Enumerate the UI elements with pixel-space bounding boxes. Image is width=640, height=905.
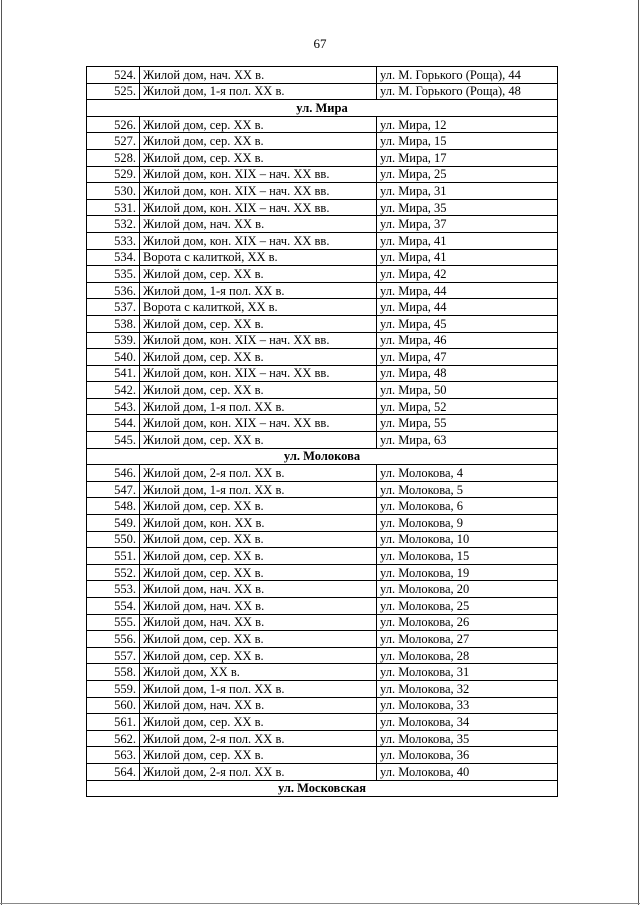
table-row <box>87 614 558 631</box>
object-address: ул. Молокова, 6 <box>377 498 558 515</box>
entry-number: 554. <box>87 598 140 615</box>
object-name: Жилой дом, сер. XX в. <box>140 647 377 664</box>
table-row <box>87 398 558 415</box>
entry-number: 527. <box>87 133 140 150</box>
object-name: Жилой дом, 2-я пол. XX в. <box>140 763 377 780</box>
heritage-registry-table <box>86 66 558 797</box>
object-name: Жилой дом, сер. XX в. <box>140 714 377 731</box>
table-row <box>87 631 558 648</box>
object-name: Ворота с калиткой, XX в. <box>140 299 377 316</box>
entry-number: 526. <box>87 116 140 133</box>
object-address: ул. Молокова, 32 <box>377 680 558 697</box>
object-address: ул. Мира, 44 <box>377 299 558 316</box>
object-name: Жилой дом, нач. XX в. <box>140 697 377 714</box>
table-row <box>87 697 558 714</box>
scan-edge-left <box>1 0 2 905</box>
object-name: Жилой дом, кон. XIX – нач. XX вв. <box>140 332 377 349</box>
entry-number: 561. <box>87 714 140 731</box>
table-row <box>87 714 558 731</box>
object-address: ул. Мира, 15 <box>377 133 558 150</box>
entry-number: 536. <box>87 282 140 299</box>
entry-number: 564. <box>87 763 140 780</box>
page-number: 67 <box>313 36 327 51</box>
street-title: ул. Московская <box>87 780 558 797</box>
object-name: Жилой дом, сер. XX в. <box>140 564 377 581</box>
table-row <box>87 498 558 515</box>
object-address: ул. Мира, 42 <box>377 266 558 283</box>
object-name: Жилой дом, 1-я пол. XX в. <box>140 481 377 498</box>
entry-number: 543. <box>87 398 140 415</box>
table-row <box>87 249 558 266</box>
object-name: Жилой дом, нач. XX в. <box>140 216 377 233</box>
object-name: Жилой дом, 1-я пол. XX в. <box>140 398 377 415</box>
entry-number: 525. <box>87 83 140 100</box>
entry-number: 549. <box>87 515 140 532</box>
object-name: Жилой дом, XX в. <box>140 664 377 681</box>
object-name: Жилой дом, сер. XX в. <box>140 116 377 133</box>
entry-number: 558. <box>87 664 140 681</box>
table-row <box>87 465 558 482</box>
table-row <box>87 332 558 349</box>
entry-number: 528. <box>87 149 140 166</box>
object-address: ул. Молокова, 19 <box>377 564 558 581</box>
table-row <box>87 199 558 216</box>
entry-number: 559. <box>87 680 140 697</box>
object-name: Жилой дом, сер. XX в. <box>140 432 377 449</box>
object-name: Жилой дом, 2-я пол. XX в. <box>140 465 377 482</box>
object-name: Жилой дом, сер. XX в. <box>140 133 377 150</box>
object-name: Ворота с калиткой, XX в. <box>140 249 377 266</box>
object-address: ул. Мира, 46 <box>377 332 558 349</box>
object-name: Жилой дом, кон. XIX – нач. XX вв. <box>140 232 377 249</box>
object-name: Жилой дом, нач. XX в. <box>140 614 377 631</box>
table-row <box>87 548 558 565</box>
entry-number: 532. <box>87 216 140 233</box>
table-row <box>87 581 558 598</box>
object-address: ул. Мира, 48 <box>377 365 558 382</box>
table-row <box>87 349 558 366</box>
table-row <box>87 282 558 299</box>
object-address: ул. Мира, 50 <box>377 382 558 399</box>
entry-number: 524. <box>87 67 140 84</box>
table-row <box>87 166 558 183</box>
object-address: ул. Мира, 37 <box>377 216 558 233</box>
table-row <box>87 365 558 382</box>
object-address: ул. Мира, 12 <box>377 116 558 133</box>
table-row <box>87 133 558 150</box>
object-address: ул. Мира, 41 <box>377 232 558 249</box>
object-address: ул. Мира, 25 <box>377 166 558 183</box>
street-header-row <box>87 448 558 465</box>
object-name: Жилой дом, сер. XX в. <box>140 349 377 366</box>
table-row <box>87 149 558 166</box>
entry-number: 556. <box>87 631 140 648</box>
object-address: ул. Молокова, 9 <box>377 515 558 532</box>
entry-number: 538. <box>87 315 140 332</box>
object-name: Жилой дом, сер. XX в. <box>140 531 377 548</box>
object-name: Жилой дом, нач. XX в. <box>140 598 377 615</box>
object-address: ул. Мира, 44 <box>377 282 558 299</box>
object-address: ул. Мира, 63 <box>377 432 558 449</box>
object-name: Жилой дом, сер. XX в. <box>140 631 377 648</box>
object-name: Жилой дом, кон. XIX – нач. XX вв. <box>140 199 377 216</box>
table-row <box>87 664 558 681</box>
table-row <box>87 730 558 747</box>
table-row <box>87 116 558 133</box>
object-address: ул. Молокова, 31 <box>377 664 558 681</box>
object-address: ул. Молокова, 35 <box>377 730 558 747</box>
table-row <box>87 680 558 697</box>
object-address: ул. Молокова, 27 <box>377 631 558 648</box>
object-name: Жилой дом, кон. XIX – нач. XX вв. <box>140 415 377 432</box>
table-row <box>87 763 558 780</box>
street-header-row <box>87 780 558 797</box>
object-name: Жилой дом, сер. XX в. <box>140 149 377 166</box>
object-address: ул. Молокова, 20 <box>377 581 558 598</box>
entry-number: 557. <box>87 647 140 664</box>
scan-edge-right <box>638 0 639 905</box>
entry-number: 534. <box>87 249 140 266</box>
object-address: ул. Молокова, 28 <box>377 647 558 664</box>
object-name: Жилой дом, 1-я пол. XX в. <box>140 680 377 697</box>
object-address: ул. Молокова, 4 <box>377 465 558 482</box>
table-row <box>87 515 558 532</box>
object-address: ул. Мира, 52 <box>377 398 558 415</box>
entry-number: 560. <box>87 697 140 714</box>
object-address: ул. Молокова, 36 <box>377 747 558 764</box>
table-row <box>87 415 558 432</box>
entry-number: 552. <box>87 564 140 581</box>
object-address: ул. Мира, 35 <box>377 199 558 216</box>
street-title: ул. Мира <box>87 100 558 117</box>
object-name: Жилой дом, 1-я пол. XX в. <box>140 282 377 299</box>
scan-edge-bottom <box>0 903 640 904</box>
object-name: Жилой дом, сер. XX в. <box>140 498 377 515</box>
entry-number: 563. <box>87 747 140 764</box>
entry-number: 548. <box>87 498 140 515</box>
table-row <box>87 266 558 283</box>
object-address: ул. Молокова, 15 <box>377 548 558 565</box>
object-address: ул. Мира, 47 <box>377 349 558 366</box>
entry-number: 555. <box>87 614 140 631</box>
street-header-row <box>87 100 558 117</box>
object-address: ул. Молокова, 25 <box>377 598 558 615</box>
table-row <box>87 216 558 233</box>
entry-number: 551. <box>87 548 140 565</box>
table-row <box>87 531 558 548</box>
entry-number: 529. <box>87 166 140 183</box>
object-address: ул. Мира, 45 <box>377 315 558 332</box>
entry-number: 542. <box>87 382 140 399</box>
object-address: ул. Молокова, 5 <box>377 481 558 498</box>
object-name: Жилой дом, 2-я пол. XX в. <box>140 730 377 747</box>
object-address: ул. Мира, 41 <box>377 249 558 266</box>
object-address: ул. Молокова, 33 <box>377 697 558 714</box>
object-address: ул. Мира, 55 <box>377 415 558 432</box>
object-name: Жилой дом, нач. XX в. <box>140 581 377 598</box>
entry-number: 553. <box>87 581 140 598</box>
table-row <box>87 564 558 581</box>
object-name: Жилой дом, кон. XX в. <box>140 515 377 532</box>
object-name: Жилой дом, сер. XX в. <box>140 548 377 565</box>
object-address: ул. Молокова, 40 <box>377 763 558 780</box>
object-name: Жилой дом, сер. XX в. <box>140 266 377 283</box>
table-row <box>87 183 558 200</box>
entry-number: 546. <box>87 465 140 482</box>
table-row <box>87 83 558 100</box>
entry-number: 535. <box>87 266 140 283</box>
entry-number: 562. <box>87 730 140 747</box>
object-name: Жилой дом, кон. XIX – нач. XX вв. <box>140 365 377 382</box>
entry-number: 544. <box>87 415 140 432</box>
entry-number: 550. <box>87 531 140 548</box>
object-address: ул. М. Горького (Роща), 44 <box>377 67 558 84</box>
object-address: ул. М. Горького (Роща), 48 <box>377 83 558 100</box>
table-row <box>87 232 558 249</box>
object-address: ул. Мира, 17 <box>377 149 558 166</box>
object-address: ул. Мира, 31 <box>377 183 558 200</box>
table-row <box>87 647 558 664</box>
table-row <box>87 315 558 332</box>
entry-number: 530. <box>87 183 140 200</box>
object-address: ул. Молокова, 10 <box>377 531 558 548</box>
object-name: Жилой дом, нач. XX в. <box>140 67 377 84</box>
table-row <box>87 67 558 84</box>
table-row <box>87 481 558 498</box>
table-row <box>87 382 558 399</box>
object-name: Жилой дом, сер. XX в. <box>140 747 377 764</box>
registry-body <box>87 67 558 797</box>
object-address: ул. Молокова, 34 <box>377 714 558 731</box>
entry-number: 537. <box>87 299 140 316</box>
entry-number: 539. <box>87 332 140 349</box>
entry-number: 540. <box>87 349 140 366</box>
object-name: Жилой дом, сер. XX в. <box>140 315 377 332</box>
object-name: Жилой дом, 1-я пол. XX в. <box>140 83 377 100</box>
table-row <box>87 432 558 449</box>
object-name: Жилой дом, кон. XIX – нач. XX вв. <box>140 183 377 200</box>
object-address: ул. Молокова, 26 <box>377 614 558 631</box>
entry-number: 541. <box>87 365 140 382</box>
object-name: Жилой дом, сер. XX в. <box>140 382 377 399</box>
street-title: ул. Молокова <box>87 448 558 465</box>
entry-number: 547. <box>87 481 140 498</box>
entry-number: 533. <box>87 232 140 249</box>
entry-number: 545. <box>87 432 140 449</box>
table-row <box>87 747 558 764</box>
entry-number: 531. <box>87 199 140 216</box>
table-row <box>87 299 558 316</box>
table-row <box>87 598 558 615</box>
object-name: Жилой дом, кон. XIX – нач. XX вв. <box>140 166 377 183</box>
